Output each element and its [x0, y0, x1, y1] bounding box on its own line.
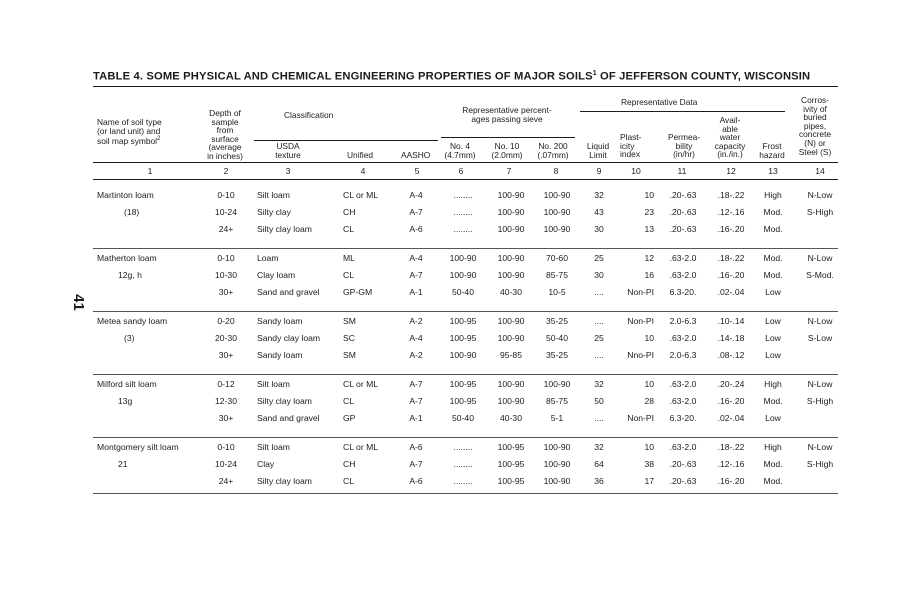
- cell-perm: .20-.63: [669, 476, 697, 486]
- cell-aasho: A-7: [409, 379, 423, 389]
- cell-depth: 12-30: [215, 396, 237, 406]
- cell-no4: ........: [453, 476, 473, 486]
- cell-perm: 2.0-6.3: [669, 316, 697, 326]
- group-divider: [93, 374, 838, 375]
- cell-no4: 100-90: [449, 350, 477, 360]
- cell-no4: ........: [453, 190, 473, 200]
- cell-depth: 0-10: [217, 253, 235, 263]
- cell-usda: Sandy loam: [257, 350, 303, 360]
- cell-frost: Mod.: [763, 396, 783, 406]
- column-number: 6: [458, 166, 464, 176]
- cell-frost: Mod.: [763, 224, 783, 234]
- table-title: [93, 70, 838, 83]
- cell-awc: .18-.22: [717, 253, 745, 263]
- cell-ll: 64: [594, 459, 604, 469]
- header-name-line: [97, 135, 162, 145]
- header-corrosivity-line: concrete: [798, 129, 832, 140]
- header-plasticity: [620, 133, 641, 159]
- cell-no200: 100-90: [543, 459, 571, 469]
- header-usda: [258, 142, 318, 159]
- header-bottom-rule: [93, 162, 838, 163]
- cell-depth: 20-30: [215, 333, 237, 343]
- header-frost-hazard: [752, 142, 792, 159]
- cell-no200: 100-90: [543, 476, 571, 486]
- title-footnote: 1: [592, 70, 597, 77]
- header-name-text: soil map symbol: [97, 135, 158, 146]
- cell-frost: High: [764, 442, 782, 452]
- cell-no10: 100-90: [497, 190, 525, 200]
- column-number: 3: [285, 166, 291, 176]
- cell-no200: 35-25: [546, 316, 568, 326]
- column-number: 11: [677, 166, 687, 176]
- cell-aasho: A-6: [409, 476, 423, 486]
- header-no200-line: No. 200: [538, 141, 568, 151]
- cell-unified: CL: [343, 476, 354, 486]
- cell-ll: 25: [594, 253, 604, 263]
- cell-ll: ....: [594, 316, 604, 326]
- column-number: 8: [553, 166, 559, 176]
- cell-aasho: A-7: [409, 270, 423, 280]
- cell-usda: Clay: [257, 459, 275, 469]
- cell-corr: S-High: [806, 396, 834, 406]
- header-corrosivity-line: Corros-: [801, 95, 829, 105]
- cell-frost: Low: [765, 333, 781, 343]
- cell-frost: Mod.: [763, 459, 783, 469]
- cell-perm: 2.0-6.3: [669, 350, 697, 360]
- cell-corr: N-Low: [807, 442, 833, 452]
- header-plasticity-line: index: [620, 149, 641, 160]
- cell-unified: CL: [343, 224, 354, 234]
- cell-aasho: A-4: [409, 333, 423, 343]
- title-rule: [93, 86, 838, 87]
- header-no10-line: (2.0mm): [491, 149, 523, 160]
- header-no4-line: (4.7mm): [444, 149, 476, 160]
- representative-data-rule: [580, 111, 785, 112]
- cell-usda: Silt loam: [257, 379, 290, 389]
- header-no4-line: No. 4: [449, 141, 471, 151]
- cell-awc: .16-.20: [717, 396, 745, 406]
- cell-no10: 100-95: [497, 459, 525, 469]
- cell-no4: ........: [453, 442, 473, 452]
- header-permeability-line: Permea-: [667, 132, 701, 142]
- header-aasho: AASHO: [401, 150, 431, 160]
- cell-no10: 100-90: [497, 207, 525, 217]
- group-divider: [93, 248, 838, 249]
- header-frost-line: Frost: [762, 141, 782, 151]
- cell-no4: ........: [453, 224, 473, 234]
- cell-awc: .16-.20: [717, 476, 745, 486]
- cell-no10: 100-90: [497, 379, 525, 389]
- cell-no200: 35-25: [546, 350, 568, 360]
- cell-unified: CL or ML: [343, 379, 379, 389]
- title-suffix: OF JEFFERSON COUNTY, WISCONSIN: [596, 70, 811, 83]
- cell-name: Montgomery silt loam: [97, 442, 179, 452]
- cell-no200: 50-40: [546, 333, 568, 343]
- cell-unified: CL: [343, 270, 354, 280]
- cell-no4: ........: [453, 459, 473, 469]
- cell-depth: 0-10: [217, 190, 235, 200]
- cell-awc: .12-.16: [717, 207, 745, 217]
- cell-name: (18): [124, 207, 140, 217]
- cell-usda: Clay loam: [257, 270, 296, 280]
- cell-aasho: A-1: [409, 287, 423, 297]
- cell-corr: S-Mod.: [806, 270, 834, 280]
- cell-no200: 100-90: [543, 224, 571, 234]
- column-number-rule: [93, 179, 838, 180]
- cell-no4: 50-40: [452, 287, 474, 297]
- header-no200: [530, 142, 576, 159]
- cell-no200: 5-1: [550, 413, 564, 423]
- cell-unified: GP-GM: [343, 287, 373, 297]
- header-name-footnote: 2: [157, 136, 161, 143]
- header-corrosivity-line: buried: [803, 112, 827, 123]
- header-sieve-group: [445, 106, 569, 123]
- cell-pi: 13: [644, 224, 654, 234]
- header-frost-line: hazard: [759, 149, 785, 160]
- cell-usda: Sand and gravel: [257, 287, 320, 297]
- cell-unified: GP: [343, 413, 356, 423]
- cell-depth: 24+: [218, 224, 234, 234]
- cell-no10: 100-95: [497, 442, 525, 452]
- cell-perm: .63-2.0: [669, 333, 697, 343]
- cell-pi: 23: [644, 207, 654, 217]
- cell-awc: .16-.20: [717, 270, 745, 280]
- cell-usda: Silty clay loam: [257, 224, 312, 234]
- cell-frost: Mod.: [763, 253, 783, 263]
- header-liquid-limit: [580, 142, 616, 159]
- cell-ll: ....: [594, 413, 604, 423]
- cell-no200: 100-90: [543, 442, 571, 452]
- cell-ll: 32: [594, 442, 604, 452]
- cell-awc: .18-.22: [717, 190, 745, 200]
- header-name: [97, 118, 162, 146]
- cell-ll: 25: [594, 333, 604, 343]
- cell-no10: 100-90: [497, 333, 525, 343]
- cell-aasho: A-7: [409, 207, 423, 217]
- cell-ll: 30: [594, 270, 604, 280]
- cell-pi: 10: [644, 379, 654, 389]
- header-usda-line: texture: [275, 149, 301, 160]
- title-text: TABLE 4. SOME PHYSICAL AND CHEMICAL ENGINEERING PROPERTIES OF MAJOR SOILS: [93, 70, 593, 83]
- header-depth-line: sample: [211, 116, 239, 127]
- cell-no10: 100-90: [497, 253, 525, 263]
- group-divider: [93, 311, 838, 312]
- header-depth-line: surface: [211, 133, 239, 144]
- column-number: 14: [815, 166, 825, 176]
- header-water-capacity: [705, 116, 755, 159]
- header-no10-line: No. 10: [494, 141, 520, 151]
- cell-depth: 30+: [218, 413, 234, 423]
- cell-unified: CH: [343, 207, 356, 217]
- cell-depth: 0-20: [217, 316, 235, 326]
- cell-no200: 85-75: [546, 270, 568, 280]
- cell-no4: 100-90: [449, 270, 477, 280]
- cell-no200: 70-60: [546, 253, 568, 263]
- cell-no10: 95-85: [500, 350, 522, 360]
- cell-perm: .63-2.0: [669, 270, 697, 280]
- cell-corr: S-Low: [807, 333, 833, 343]
- cell-no10: 100-90: [497, 270, 525, 280]
- header-corrosivity-line: Steel (S): [798, 146, 832, 157]
- column-number: 12: [726, 166, 736, 176]
- cell-pi: 10: [644, 333, 654, 343]
- cell-frost: Low: [765, 413, 781, 423]
- cell-pi: 12: [644, 253, 654, 263]
- cell-pi: 10: [644, 442, 654, 452]
- cell-perm: .20-.63: [669, 224, 697, 234]
- cell-no10: 100-95: [497, 476, 525, 486]
- cell-no200: 100-90: [543, 207, 571, 217]
- cell-unified: CL or ML: [343, 190, 379, 200]
- cell-awc: .14-.18: [717, 333, 745, 343]
- cell-perm: .63-2.0: [669, 396, 697, 406]
- cell-usda: Silty clay loam: [257, 396, 312, 406]
- column-number: 10: [631, 166, 641, 176]
- cell-no200: 85-75: [546, 396, 568, 406]
- header-water-line: water: [719, 132, 741, 143]
- cell-no10: 40-30: [500, 287, 522, 297]
- cell-no4: 100-95: [449, 333, 477, 343]
- cell-pi: 38: [644, 459, 654, 469]
- cell-usda: Silt loam: [257, 442, 290, 452]
- cell-ll: 36: [594, 476, 604, 486]
- header-usda-line: USDA: [276, 141, 300, 151]
- cell-pi: 17: [644, 476, 654, 486]
- cell-awc: .16-.20: [717, 224, 745, 234]
- cell-unified: CH: [343, 459, 356, 469]
- cell-perm: .63-2.0: [669, 442, 697, 452]
- cell-unified: ML: [343, 253, 355, 263]
- header-liquid-line: Liquid: [586, 141, 610, 151]
- cell-no4: ........: [453, 207, 473, 217]
- column-number: 13: [768, 166, 778, 176]
- header-depth-line: in inches): [207, 150, 243, 161]
- cell-unified: SM: [343, 350, 356, 360]
- cell-frost: Low: [765, 316, 781, 326]
- cell-corr: S-High: [806, 459, 834, 469]
- cell-ll: ....: [594, 287, 604, 297]
- column-number: 5: [414, 166, 420, 176]
- cell-ll: 43: [594, 207, 604, 217]
- cell-usda: Silt loam: [257, 190, 290, 200]
- cell-no10: 100-90: [497, 396, 525, 406]
- column-number: 9: [596, 166, 602, 176]
- cell-no4: 100-95: [449, 379, 477, 389]
- cell-ll: 32: [594, 190, 604, 200]
- header-plasticity-line: icity: [620, 140, 635, 151]
- cell-frost: High: [764, 379, 782, 389]
- cell-corr: N-Low: [807, 190, 833, 200]
- cell-depth: 30+: [218, 350, 234, 360]
- cell-ll: 30: [594, 224, 604, 234]
- cell-frost: Mod.: [763, 476, 783, 486]
- cell-frost: High: [764, 190, 782, 200]
- header-liquid-line: Limit: [589, 149, 607, 160]
- cell-name: Martinton loam: [97, 190, 154, 200]
- cell-depth: 10-30: [215, 270, 237, 280]
- cell-name: 21: [118, 459, 128, 469]
- cell-usda: Silty clay: [257, 207, 291, 217]
- cell-frost: Mod.: [763, 207, 783, 217]
- column-number: 7: [506, 166, 512, 176]
- header-water-line: Avail-: [719, 115, 741, 125]
- header-depth-line: Depth of: [209, 108, 241, 118]
- cell-pi: 28: [644, 396, 654, 406]
- header-water-line: able: [722, 123, 738, 134]
- cell-aasho: A-1: [409, 413, 423, 423]
- cell-ll: 50: [594, 396, 604, 406]
- header-water-line: (in./in.): [717, 149, 743, 160]
- cell-ll: ....: [594, 350, 604, 360]
- header-water-line: capacity: [714, 140, 746, 151]
- cell-corr: N-Low: [807, 253, 833, 263]
- header-depth-line: (average: [208, 142, 242, 153]
- cell-unified: SM: [343, 316, 356, 326]
- header-permeability-line: bility: [675, 140, 693, 151]
- cell-pi: 10: [644, 190, 654, 200]
- column-number: 2: [223, 166, 229, 176]
- cell-name: Milford silt loam: [97, 379, 157, 389]
- cell-awc: .20-.24: [717, 379, 745, 389]
- header-no4: [437, 142, 483, 159]
- cell-aasho: A-6: [409, 224, 423, 234]
- header-name-line: (or land unit) and: [97, 125, 161, 136]
- cell-depth: 10-24: [215, 207, 237, 217]
- cell-name: (3): [124, 333, 135, 343]
- cell-aasho: A-4: [409, 190, 423, 200]
- cell-no4: 50-40: [452, 413, 474, 423]
- sieve-rule: [441, 137, 575, 138]
- header-corrosivity: [790, 96, 840, 156]
- cell-perm: 6.3-20.: [669, 287, 697, 297]
- cell-awc: .02-.04: [717, 287, 745, 297]
- cell-usda: Sandy loam: [257, 316, 303, 326]
- cell-depth: 24+: [218, 476, 234, 486]
- cell-pi: 16: [644, 270, 654, 280]
- header-depth-line: from: [216, 125, 234, 136]
- cell-aasho: A-2: [409, 350, 423, 360]
- cell-name: 12g, h: [118, 270, 142, 280]
- cell-name: 13g: [118, 396, 133, 406]
- cell-pi: Non-PI: [627, 413, 654, 423]
- cell-pi: Non-PI: [627, 316, 654, 326]
- cell-unified: CL or ML: [343, 442, 379, 452]
- cell-frost: Low: [765, 350, 781, 360]
- header-sieve-line: Representative percent-: [462, 105, 552, 115]
- header-no10: [484, 142, 530, 159]
- cell-awc: .02-.04: [717, 413, 745, 423]
- cell-unified: SC: [343, 333, 355, 343]
- cell-aasho: A-4: [409, 253, 423, 263]
- cell-no200: 10-5: [548, 287, 566, 297]
- header-sieve-line: ages passing sieve: [471, 113, 543, 124]
- cell-frost: Low: [765, 287, 781, 297]
- header-plasticity-line: Plast-: [620, 132, 642, 142]
- cell-usda: Silty clay loam: [257, 476, 312, 486]
- cell-perm: .20-.63: [669, 207, 697, 217]
- header-corrosivity-line: (N) or: [804, 137, 826, 148]
- cell-awc: .12-.16: [717, 459, 745, 469]
- cell-no10: 100-90: [497, 316, 525, 326]
- cell-awc: .18-.22: [717, 442, 745, 452]
- cell-depth: 0-10: [217, 442, 235, 452]
- page-number: 41: [69, 294, 87, 311]
- header-depth: [198, 109, 252, 161]
- cell-no10: 40-30: [500, 413, 522, 423]
- cell-ll: 32: [594, 379, 604, 389]
- column-number: 1: [147, 166, 153, 176]
- cell-aasho: A-7: [409, 459, 423, 469]
- header-name-line: Name of soil type: [97, 117, 162, 127]
- cell-corr: S-High: [806, 207, 834, 217]
- cell-perm: .63-2.0: [669, 379, 697, 389]
- cell-no4: 100-90: [449, 253, 477, 263]
- cell-perm: .63-2.0: [669, 253, 697, 263]
- header-representative-data: Representative Data: [621, 97, 698, 107]
- header-no200-line: (.07mm): [537, 149, 569, 160]
- header-corrosivity-line: pipes,: [803, 120, 827, 131]
- cell-pi: Non-PI: [627, 287, 654, 297]
- cell-perm: .20-.63: [669, 190, 697, 200]
- cell-no200: 100-90: [543, 379, 571, 389]
- cell-no200: 100-90: [543, 190, 571, 200]
- cell-frost: Mod.: [763, 270, 783, 280]
- header-permeability: [656, 133, 712, 159]
- cell-perm: 6.3-20.: [669, 413, 697, 423]
- cell-name: Matherton loam: [97, 253, 157, 263]
- column-number: 4: [360, 166, 366, 176]
- header-permeability-line: (in/hr): [673, 149, 695, 160]
- cell-pi: Nno-PI: [627, 350, 654, 360]
- cell-unified: CL: [343, 396, 354, 406]
- cell-aasho: A-6: [409, 442, 423, 452]
- cell-aasho: A-2: [409, 316, 423, 326]
- cell-depth: 30+: [218, 287, 234, 297]
- group-divider: [93, 437, 838, 438]
- cell-name: Metea sandy loam: [97, 316, 168, 326]
- cell-aasho: A-7: [409, 396, 423, 406]
- cell-awc: .10-.14: [717, 316, 745, 326]
- cell-no10: 100-90: [497, 224, 525, 234]
- cell-awc: .08-.12: [717, 350, 745, 360]
- cell-no4: 100-95: [449, 396, 477, 406]
- table-bottom-rule: [93, 493, 838, 494]
- header-unified: Unified: [347, 150, 374, 160]
- header-corrosivity-line: ivity of: [803, 103, 827, 114]
- cell-corr: N-Low: [807, 379, 833, 389]
- cell-depth: 10-24: [215, 459, 237, 469]
- cell-perm: .20-.63: [669, 459, 697, 469]
- cell-usda: Sandy clay loam: [257, 333, 321, 343]
- header-classification: Classification: [284, 110, 334, 120]
- cell-depth: 0-12: [217, 379, 235, 389]
- cell-corr: N-Low: [807, 316, 833, 326]
- cell-usda: Loam: [257, 253, 279, 263]
- cell-no4: 100-95: [449, 316, 477, 326]
- cell-usda: Sand and gravel: [257, 413, 320, 423]
